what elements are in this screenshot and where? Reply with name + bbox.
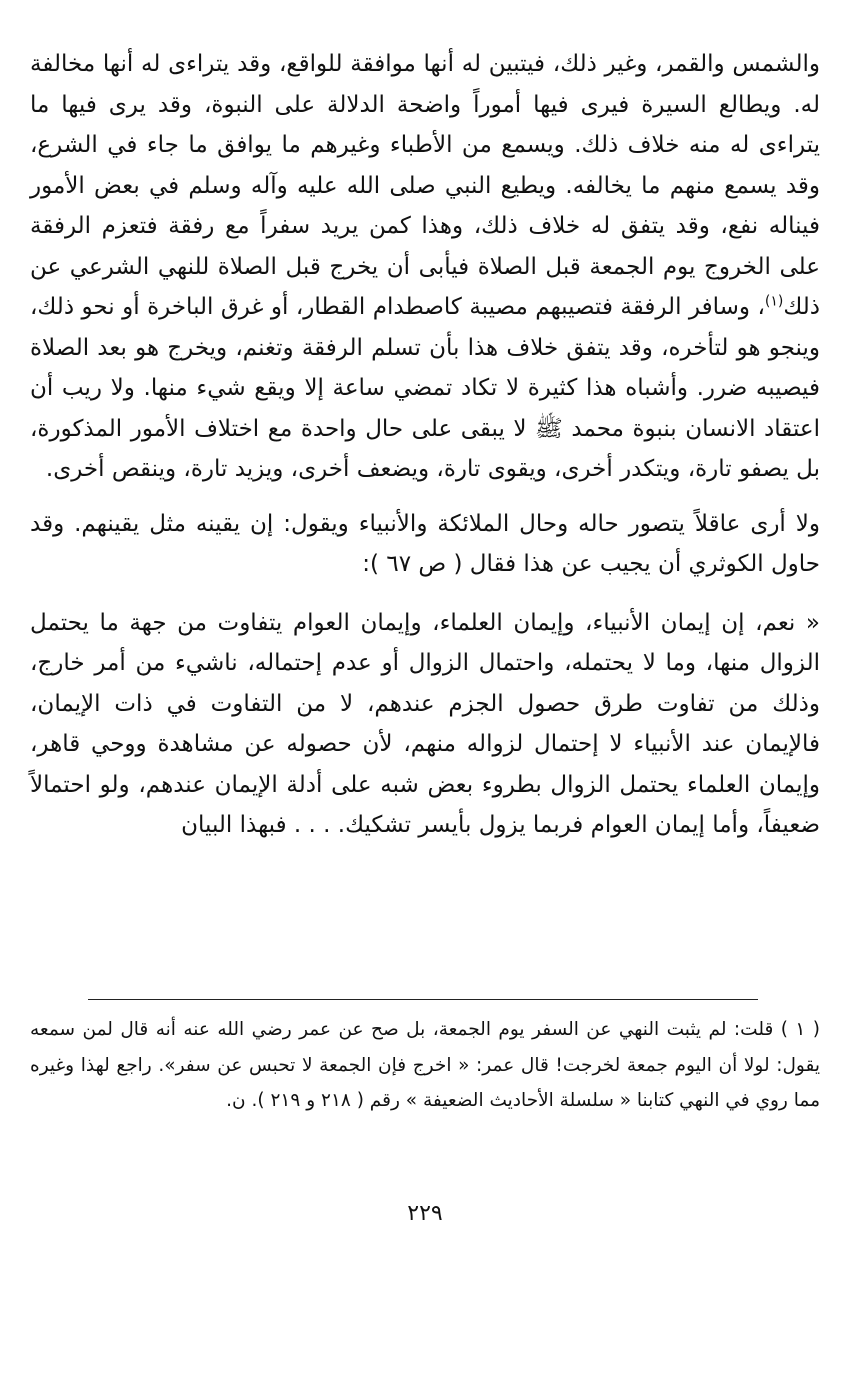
page-number: ٢٢٩ — [407, 1201, 443, 1226]
footnote: ( ١ ) قلت: لم يثبت النهي عن السفر يوم الجمعة، بل صح عن عمر رضي الله عنه أنه قال لمن سمعه يقول: لولا أن اليوم جمعة لخرجت! قال عمر: « اخرج فإن الجمعة لا تحبس عن سفر». راجع لهذا وغيره مما روي في النهي كتابنا « سلسلة الأحاديث الضعيفة » رقم ( ٢١٨ و ٢١٩ ). ن. — [30, 1019, 820, 1111]
body-paragraph-3-quote: « نعم، إن إيمان الأنبياء، وإيمان العلماء، وإيمان العوام يتفاوت من جهة ما يحتمل الزوال منها، وما لا يحتمله، واحتمال الزوال أو عدم إحتماله، ناشيء من أمر خارج، وذلك من تفاوت طرق حصول الجزم عندهم، لا من التفاوت في ذات الإيمان، فالإيمان عند الأنبياء لا إحتمال لزواله منهم، لأن حصوله عن مشاهدة ووحي قاهر، وإيمان العلماء يحتمل الزوال بطروء بعض شبه على أدلة الإيمان عندهم، ولو احتمالاً ضعيفاً، وأما إيمان العوام فربما يزول بأيسر تشكيك. . . . فبهذا البيان — [30, 609, 820, 838]
body-paragraph-1 — [30, 44, 820, 490]
paragraph-1-continuation: ، وسافر الرفقة فتصيبهم مصيبة كاصطدام القطار، أو غرق الباخرة أو نحو ذلك، وينجو هو لتأخره، وقد يتفق خلاف هذا بأن تسلم الرفقة وتغنم، ويخرج هو بعد الصلاة فيصيبه ضرر. وأشباه هذا كثيرة لا تكاد تمضي ساعة إلا ويقع شيء منها. ولا ريب أن اعتقاد الانسان بنبوة محمد ﷺ لا يبقى على حال واحدة مع اختلاف الأمور المذكورة، بل يصفو تارة، ويتكدر أخرى، ويقوى تارة، ويضعف أخرى، ويزيد تارة، وينقص أخرى. — [30, 294, 820, 482]
book-page-body — [30, 44, 820, 846]
paragraph-1-text: والشمس والقمر، وغير ذلك، فيتبين له أنها موافقة للواقع، وقد يتراءى له أنها مخالفة له. ويطالع السيرة فيرى فيها أموراً واضحة الدلالة على النبوة، وقد يرى فيها ما يتراءى له منه خلاف ذلك. ويسمع من الأطباء وغيرهم ما يوافق ما جاء في الشرع، وقد يسمع منهم ما يخالفه. ويطيع النبي صلى الله عليه وآله وسلم في بعض الأمور فيناله نفع، وقد يتفق له خلاف ذلك، وهذا كمن يريد سفراً مع رفقة فتعزم الرفقة على الخروج يوم الجمعة قبل الصلاة فيأبى أن يخرج قبل الصلاة للنهي الشرعي عن ذلك — [30, 51, 820, 320]
footnote-separator-rule — [88, 999, 758, 1000]
footnote-reference: (١) — [764, 293, 784, 310]
body-paragraph-2: ولا أرى عاقلاً يتصور حاله وحال الملائكة والأنبياء ويقول: إن يقينه مثل يقينهم. وقد حاول الكوثري أن يجيب عن هذا فقال ( ص ٦٧ ): — [30, 510, 820, 577]
